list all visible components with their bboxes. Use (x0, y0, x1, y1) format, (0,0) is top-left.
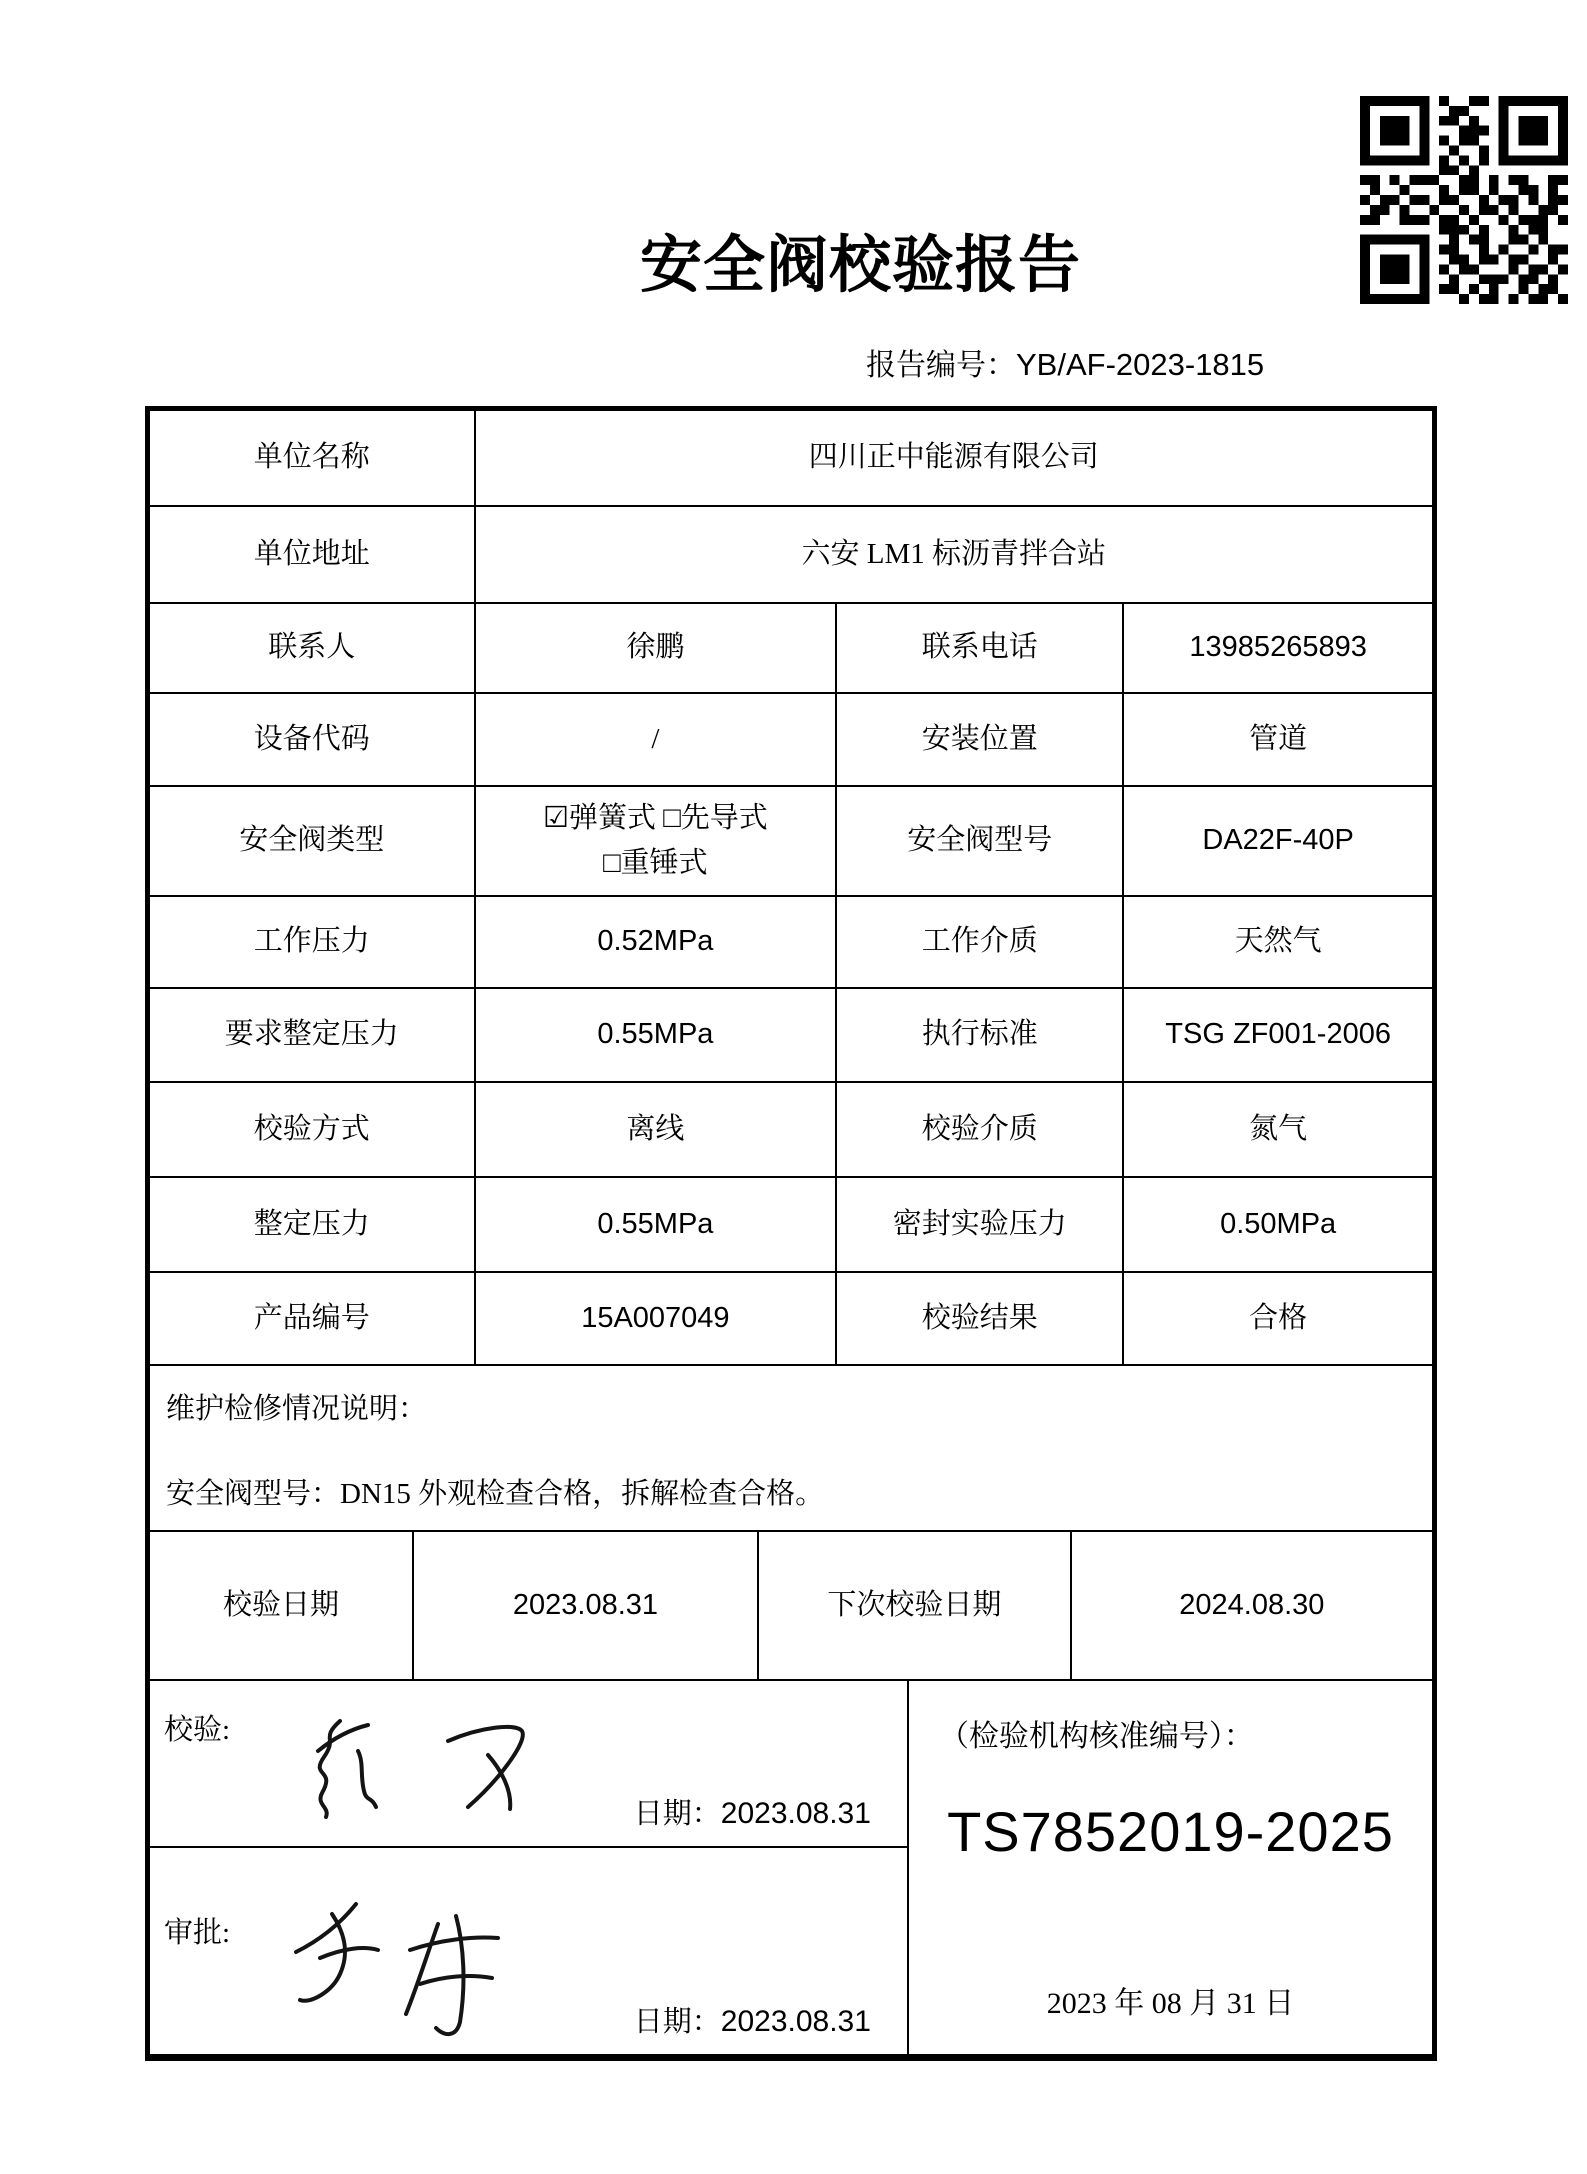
field-value-product-number: 15A007049 (476, 1273, 838, 1366)
field-label-seal-test-pressure: 密封实验压力 (837, 1178, 1124, 1273)
org-date: 2023 年 08 月 31 日 (1046, 1987, 1295, 2020)
page-title: 安全阀校验报告 (640, 232, 1082, 300)
approver-date-value: 2023.08.31 (720, 2005, 871, 2038)
field-value-phone: 13985265893 (1124, 604, 1432, 694)
field-value-calibration-result: 合格 (1124, 1273, 1432, 1366)
field-value-calibration-date: 2023.08.31 (414, 1532, 759, 1681)
report-number-label: 报告编号： (866, 349, 1016, 382)
field-value-working-medium: 天然气 (1124, 897, 1432, 989)
field-value-next-calibration-date: 2024.08.30 (1072, 1532, 1432, 1681)
field-label-install-location: 安装位置 (837, 694, 1124, 787)
field-label-valve-model: 安全阀型号 (837, 787, 1124, 897)
report-table (145, 406, 1437, 2061)
valve-type-checkbox-line1: ☑弹簧式 □先导式 (543, 802, 768, 835)
field-label-calibration-result: 校验结果 (837, 1273, 1124, 1366)
signature-section (150, 1681, 1432, 2054)
verifier-label: 校验: (164, 1714, 231, 1746)
field-value-install-location: 管道 (1124, 694, 1432, 787)
field-label-required-set-pressure: 要求整定压力 (150, 989, 476, 1083)
approver-date (634, 1999, 871, 2040)
field-value-calibration-medium: 氮气 (1124, 1083, 1432, 1178)
approver-label: 审批: (164, 1917, 231, 1949)
field-value-contact: 徐鹏 (476, 604, 838, 694)
field-value-company-address: 六安 LM1 标沥青拌合站 (476, 507, 1432, 604)
inspection-org-cell (909, 1681, 1432, 2054)
verifier-cell (150, 1681, 907, 1848)
field-label-working-medium: 工作介质 (837, 897, 1124, 989)
field-label-calibration-date: 校验日期 (150, 1532, 414, 1681)
field-label-set-pressure: 整定压力 (150, 1178, 476, 1273)
signature-left-column (150, 1681, 909, 2054)
field-label-company-name: 单位名称 (150, 411, 476, 507)
field-value-set-pressure: 0.55MPa (476, 1178, 838, 1273)
org-approval-number-value: TS7852019-2025 (947, 1800, 1394, 1863)
report-number-value: YB/AF-2023-1815 (1016, 347, 1265, 382)
verifier-date-value: 2023.08.31 (720, 1797, 871, 1830)
verifier-date (634, 1791, 871, 1832)
field-label-device-code: 设备代码 (150, 694, 476, 787)
field-label-calibration-method: 校验方式 (150, 1083, 476, 1178)
field-value-working-pressure: 0.52MPa (476, 897, 838, 989)
field-label-calibration-medium: 校验介质 (837, 1083, 1124, 1178)
field-value-calibration-method: 离线 (476, 1083, 838, 1178)
approver-cell (150, 1848, 907, 2054)
verifier-signature (280, 1699, 620, 1834)
field-value-valve-model: DA22F-40P (1124, 787, 1432, 897)
field-label-standard: 执行标准 (837, 989, 1124, 1083)
qr-code-icon (1360, 96, 1568, 304)
field-label-valve-type: 安全阀类型 (150, 787, 476, 897)
approver-date-label: 日期： (633, 2006, 721, 2038)
field-label-contact: 联系人 (150, 604, 476, 694)
valve-type-checkbox-line2: □重锤式 (603, 847, 708, 879)
field-value-valve-type (476, 787, 838, 897)
maintenance-note-title: 维护检修情况说明： (166, 1393, 428, 1425)
field-value-required-set-pressure: 0.55MPa (476, 989, 838, 1083)
verifier-date-label: 日期： (633, 1798, 721, 1830)
field-label-next-calibration-date: 下次校验日期 (759, 1532, 1072, 1681)
field-label-product-number: 产品编号 (150, 1273, 476, 1366)
report-table-main (150, 411, 1432, 1366)
org-approval-number-label: （检验机构核准编号）： (938, 1720, 1254, 1753)
dates-row (150, 1532, 1432, 1681)
field-value-seal-test-pressure: 0.50MPa (1124, 1178, 1432, 1273)
field-label-working-pressure: 工作压力 (150, 897, 476, 989)
field-label-company-address: 单位地址 (150, 507, 476, 604)
field-value-device-code: / (476, 694, 838, 787)
maintenance-note (150, 1366, 1432, 1532)
field-label-phone: 联系电话 (837, 604, 1124, 694)
maintenance-note-body: 安全阀型号：DN15 外观检查合格，拆解检查合格。 (166, 1478, 825, 1510)
field-value-company-name: 四川正中能源有限公司 (476, 411, 1432, 507)
report-number (866, 340, 1264, 384)
field-value-standard: TSG ZF001-2006 (1124, 989, 1432, 1083)
approver-signature (260, 1888, 580, 2048)
